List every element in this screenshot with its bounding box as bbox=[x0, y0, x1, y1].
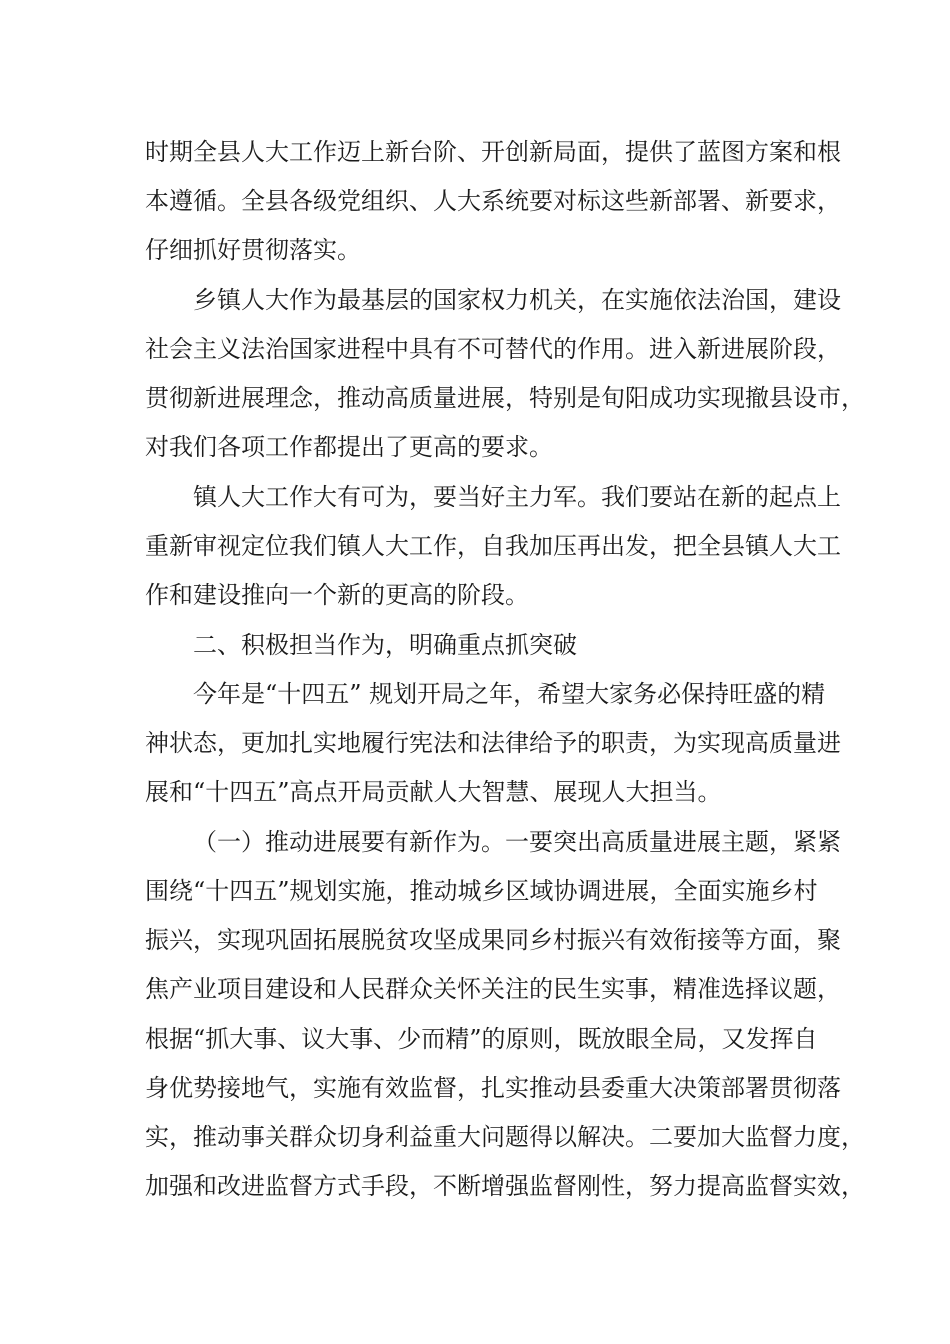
text-line: 重新审视定位我们镇人大工作，自我加压再出发，把全县镇人大工 bbox=[145, 532, 841, 560]
section-heading: 二、积极担当作为，明确重点抓突破 bbox=[193, 631, 577, 659]
paragraph-first-line: 乡镇人大作为最基层的国家权力机关，在实施依法治国，建设 bbox=[193, 286, 841, 314]
paragraph-first-line: 镇人大工作大有可为，要当好主力军。我们要站在新的起点上 bbox=[193, 483, 841, 511]
text-line: 神状态，更加扎实地履行宪法和法律给予的职责，为实现高质量进 bbox=[145, 729, 841, 757]
text-line: 振兴，实现巩固拓展脱贫攻坚成果同乡村振兴有效衔接等方面，聚 bbox=[145, 926, 841, 954]
text-line: 根据“抓大事、议大事、少而精”的原则，既放眼全局，又发挥自 bbox=[145, 1025, 818, 1053]
text-line: 加强和改进监督方式手段，不断增强监督刚性，努力提高监督实效， bbox=[145, 1172, 865, 1200]
text-line: 仔细抓好贯彻落实。 bbox=[145, 236, 361, 264]
paragraph-first-line: （一）推动进展要有新作为。一要突出高质量进展主题，紧紧 bbox=[193, 828, 841, 856]
text-line: 对我们各项工作都提出了更高的要求。 bbox=[145, 433, 553, 461]
text-line: 社会主义法治国家进程中具有不可替代的作用。进入新进展阶段， bbox=[145, 335, 841, 363]
paragraph-first-line: 今年是“十四五” 规划开局之年，希望大家务必保持旺盛的精 bbox=[193, 680, 826, 708]
text-line: 焦产业项目建设和人民群众关怀关注的民生实事，精准选择议题， bbox=[145, 975, 841, 1003]
text-line: 贯彻新进展理念，推动高质量进展，特别是旬阳成功实现撤县设市， bbox=[145, 384, 865, 412]
text-line: 展和“十四五”高点开局贡献人大智慧、展现人大担当。 bbox=[145, 778, 722, 806]
text-line: 作和建设推向一个新的更高的阶段。 bbox=[145, 581, 529, 609]
text-line: 时期全县人大工作迈上新台阶、开创新局面，提供了蓝图方案和根 bbox=[145, 138, 841, 166]
text-line: 本遵循。全县各级党组织、人大系统要对标这些新部署、新要求， bbox=[145, 187, 841, 215]
text-line: 实，推动事关群众切身利益重大问题得以解决。二要加大监督力度， bbox=[145, 1123, 865, 1151]
text-line: 围绕“十四五”规划实施，推动城乡区域协调进展，全面实施乡村 bbox=[145, 877, 818, 905]
text-line: 身优势接地气，实施有效监督，扎实推动县委重大决策部署贯彻落 bbox=[145, 1074, 841, 1102]
